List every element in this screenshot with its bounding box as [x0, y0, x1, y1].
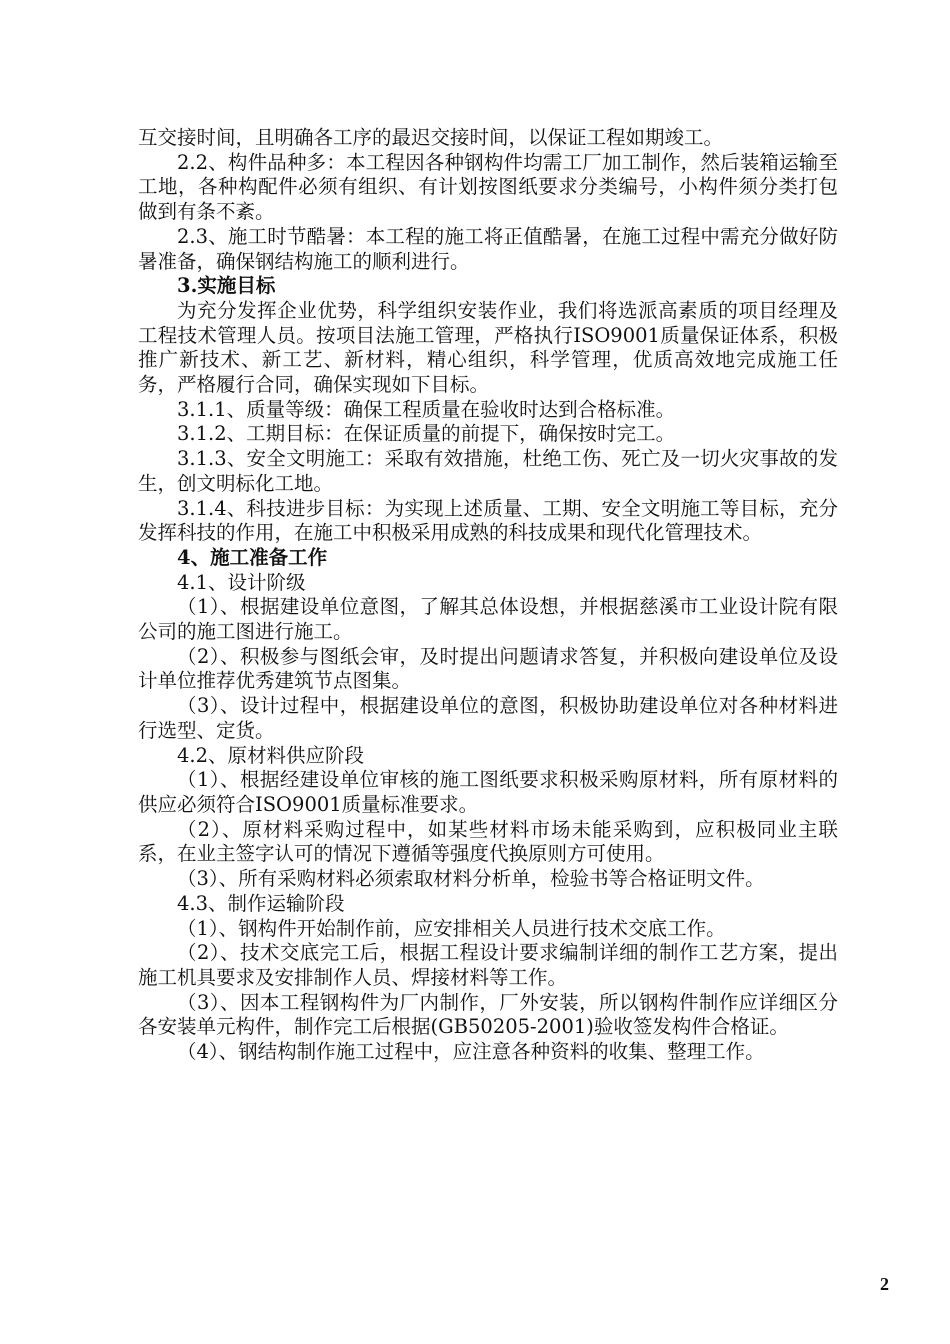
body-paragraph: （2）、技术交底完工后，根据工程设计要求编制详细的制作工艺方案，提出施工机具要求及安排制作人员、焊接材料等工作。: [138, 941, 838, 989]
body-paragraph: （3）、因本工程钢构件为厂内制作，厂外安装，所以钢构件制作应详细区分各安装单元构件，制作完工后根据(GB50205-2001)验收签发构件合格证。: [138, 990, 838, 1039]
body-paragraph: （2）、原材料采购过程中，如某些材料市场未能采购到，应积极同业主联系，在业主签字认可的情况下遵循等强度代换原则方可使用。: [138, 817, 838, 866]
body-paragraph: 为充分发挥企业优势，科学组织安装作业，我们将选派高素质的项目经理及工程技术管理人员。按项目法施工管理，严格执行ISO9001质量保证体系，积极推广新技术、新工艺、新材料，精心组织，科学管理，优质高效地完成施工任务，严格履行合同，确保实现如下目标。: [138, 298, 838, 397]
document-body: [138, 126, 838, 1065]
body-paragraph: 3.1.2、工期目标：在保证质量的前提下，确保按时完工。: [177, 422, 676, 446]
page-number: 2: [880, 1274, 889, 1294]
body-paragraph: （4）、钢结构制作施工过程中，应注意各种资料的收集、整理工作。: [177, 1040, 765, 1064]
body-paragraph: 2.3、施工时节酷暑：本工程的施工将正值酷暑，在施工过程中需充分做好防暑准备，确保钢结构施工的顺利进行。: [138, 224, 838, 273]
body-paragraph: 3.1.4、科技进步目标：为实现上述质量、工期、安全文明施工等目标，充分发挥科技的作用，在施工中积极采用成熟的科技成果和现代化管理技术。: [138, 496, 838, 545]
section-heading: 4、施工准备工作: [177, 545, 328, 569]
body-paragraph: 4.3、制作运输阶段: [177, 891, 345, 915]
body-paragraph: （1）、根据建设单位意图，了解其总体设想，并根据慈溪市工业设计院有限公司的施工图进行施工。: [138, 595, 838, 644]
body-paragraph: 互交接时间，且明确各工序的最迟交接时间，以保证工程如期竣工。: [138, 126, 724, 149]
body-paragraph: 4.2、原材料供应阶段: [177, 743, 365, 767]
body-paragraph: （1）、根据经建设单位审核的施工图纸要求积极采购原材料，所有原材料的供应必须符合ISO9001质量标准要求。: [138, 768, 838, 816]
body-paragraph: （3）、所有采购材料必须索取材料分析单，检验书等合格证明文件。: [177, 867, 765, 891]
section-heading: 3.实施目标: [177, 274, 276, 298]
body-paragraph: 2.2、构件品种多：本工程因各种钢构件均需工厂加工制作，然后装箱运输至工地，各种构配件必须有组织、有计划按图纸要求分类编号，小构件须分类打包做到有条不紊。: [138, 150, 838, 224]
body-paragraph: （3）、设计过程中，根据建设单位的意图，积极协助建设单位对各种材料进行选型、定货。: [138, 694, 838, 742]
body-paragraph: （2）、积极参与图纸会审，及时提出问题请求答复，并积极向建设单位及设计单位推荐优秀建筑节点图集。: [138, 644, 838, 693]
body-paragraph: 3.1.3、安全文明施工：采取有效措施，杜绝工伤、死亡及一切火灾事故的发生，创文明标化工地。: [138, 447, 838, 495]
body-paragraph: （1）、钢构件开始制作前，应安排相关人员进行技术交底工作。: [177, 916, 726, 940]
body-paragraph: 3.1.1、质量等级：确保工程质量在验收时达到合格标准。: [177, 397, 676, 421]
body-paragraph: 4.1、设计阶级: [177, 570, 306, 594]
